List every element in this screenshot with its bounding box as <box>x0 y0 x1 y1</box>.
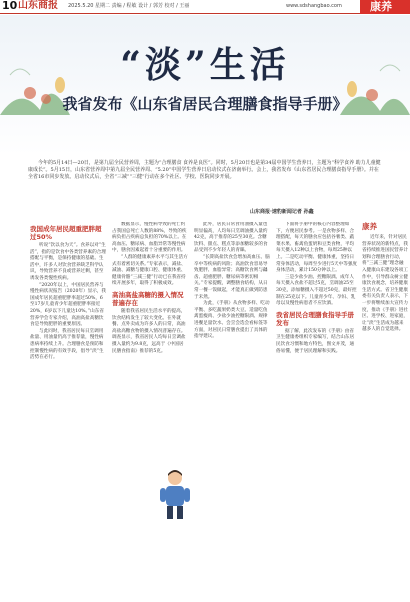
subheading-handbook: 我省居民合理膳食指导手册发布 <box>276 310 354 327</box>
paragraph: 三是少盐少油、控糖限酒。成年人每天摄入食盐不超过5克，烹调油25至30克，添加糖摄入不超过50克，最好控制在25克以下。儿童青少年、孕妇、乳母以及慢性病患者不应饮酒。 <box>276 274 357 307</box>
paragraph: 据了解，此次发布的《手册》由省卫生健康委组织专家编写，结合山东居民饮食习惯和地方特色，图文并茂，通俗易懂，便于居民理解和实践。 <box>276 328 355 354</box>
newspaper-name: 山东商报 <box>18 0 58 11</box>
paragraph: “长期高盐饮食会增加高血压、脑卒中等疾病的风险；高油饮食容易导致肥胖、血脂异常；高糖饮食则与龋齿、超重肥胖、糖尿病等密切相关。”专家提醒，调整膳食结构，从日常一餐一饭做起，才能真正做到防患于未然。 <box>194 254 270 300</box>
sidebar-heading: 康养 <box>362 222 377 231</box>
sidebar-paragraph: 近年来，针对居民营养状况的新特点，我省持续推进国民营养计划和合理膳食行动，将“三减三健”理念融入健康山东建设各项工作中，引导群众树立健康饮食观念，培养健康生活方式。省卫生健康委有关负责人表示，下一步将继续加大宣传力度，推动《手册》进社区、进学校、进家庭，让“淡”生活成为越来越多人的自觉选择。 <box>362 235 408 333</box>
headline-banner <box>0 15 410 155</box>
byline: 山东商报·速豹新闻记者 孙鑫 <box>250 209 314 215</box>
lead-text: 今年的5月14日—20日，是第九届全民营养周，主题为“合理膳食 食养是良医”。同时，5月20日也是第34届中国学生营养日，主题为“科学食养 助力儿童健康成长”。5月15日，山东省营养周中第九届全民营养周、“5.20”中国学生营养日启动仪式在济南举行。会上，我省发布《山东省居民合理膳食指导手册》。并在全省16市同步发放。启动仪式后，全省“三减”“三健”行动在多个社区、学校、医院同步开展。 <box>28 160 381 180</box>
lead-paragraph <box>28 160 382 181</box>
subheading-obesity: 我国成年居民超重肥胖超过50% <box>30 225 102 241</box>
person-illustration <box>154 468 196 520</box>
paragraph: 听说“饮以食为天”。食养以对“生活”，指的是饮食中各类营养素的合理搭配与平衡，是保持健康的基础。生活中，许多人对饮食营养缺乏科学认识，导致营养不良或营养过剩，甚至诱发各类慢性疾病。 <box>30 243 106 281</box>
article-column-1 <box>30 222 106 602</box>
page-number: 10 <box>2 0 18 12</box>
paragraph: “人群的健康素养水平与其生活方式有着密切关系。”专家表示，减盐、减油、减糖与健康口腔、健康体重、健康骨骼“三减三健”行动已在我省持续开展多年，取得了积极成效。 <box>112 254 188 287</box>
article-column-2 <box>112 222 188 602</box>
website-url: www.sdshangbao.com <box>286 3 342 9</box>
paragraph: 此外，居民日常食用油摄入量也明显偏高，人均每日烹调油摄入量约42克，高于推荐的25至30克。含糖饮料、甜点、糕点等添加糖较多的食品受到不少年轻人的青睐。 <box>194 222 268 254</box>
page-header <box>0 0 410 12</box>
paragraph: 与此同时，我省居民每日烹调用盐量、用油量仍高于推荐量，慢性病患病率持续上升。合理膳食是预防和控制慢性病的有效手段，倡导“淡”生活势在必行。 <box>30 328 104 361</box>
paragraph: 随着我省居民生活水平的提高，饮食结构发生了较大变化。在外就餐、点外卖成为许多人的日常，高油高盐高糖食物的摄入情况普遍存在。调查显示，我省居民人均每日烹调盐摄入量约为9.8克，远高于《中国居民膳食指南》推荐的5克。 <box>112 308 186 354</box>
paragraph: “2020年以上，中国居民营养与慢性病状况报告（2020年）显示，我国成年居民超重肥胖率超过50%，6至17岁儿童青少年超重肥胖率接近20%，6岁以下儿童达10%。”山东省营养学会专家介绍，高油高盐高糖饮食是导致肥胖的重要原因。 <box>30 282 106 328</box>
issue-meta: 2025.5.20 星期二 责编 / 程敏 设计 / 郭芳 校对 / 王丽 <box>68 3 190 9</box>
headline-main: “淡”生活 <box>120 44 290 86</box>
column-tag: 康养 <box>360 0 410 14</box>
article-column-3 <box>194 222 270 602</box>
sidebar-column <box>362 222 408 602</box>
paragraph: 数据显示，慢性病导致的死亡约占我国总死亡人数的88%，导致的疾病负担占疾病总负担的70%以上。在高血压、糖尿病、血脂异常等慢性病中，膳食因素起着十分重要的作用。 <box>112 222 187 254</box>
header-rule <box>0 13 360 14</box>
subheading-high-salt: 高油高盐高糖的摄入情况普遍存在 <box>112 290 184 307</box>
paragraph: 为此，《手册》从食物多样、吃动平衡、多吃蔬果奶类大豆、适量吃鱼禽蛋瘦肉、少盐少油控糖限酒、规律进餐足量饮水、会烹会选会看标签等方面，对居民日常膳食提出了具体的指导建议。 <box>194 301 270 340</box>
illustration-figure <box>154 468 196 520</box>
headline-sub: 我省发布《山东省居民合理膳食指导手册》 <box>62 95 348 113</box>
paragraph: 下面将手册中的核心内容整理如下，方便居民参考。一是食物多样、合理搭配，每天的膳食应包括谷薯类、蔬菜水果、畜禽鱼蛋奶和豆类食物，平均每天摄入12种以上食物，每周25种以上。二是吃动平衡、健康体重，坚持日常身体活动，每周至少进行5天中等强度身体活动，累计150分钟以上。 <box>276 222 358 274</box>
article-column-4 <box>276 222 358 602</box>
